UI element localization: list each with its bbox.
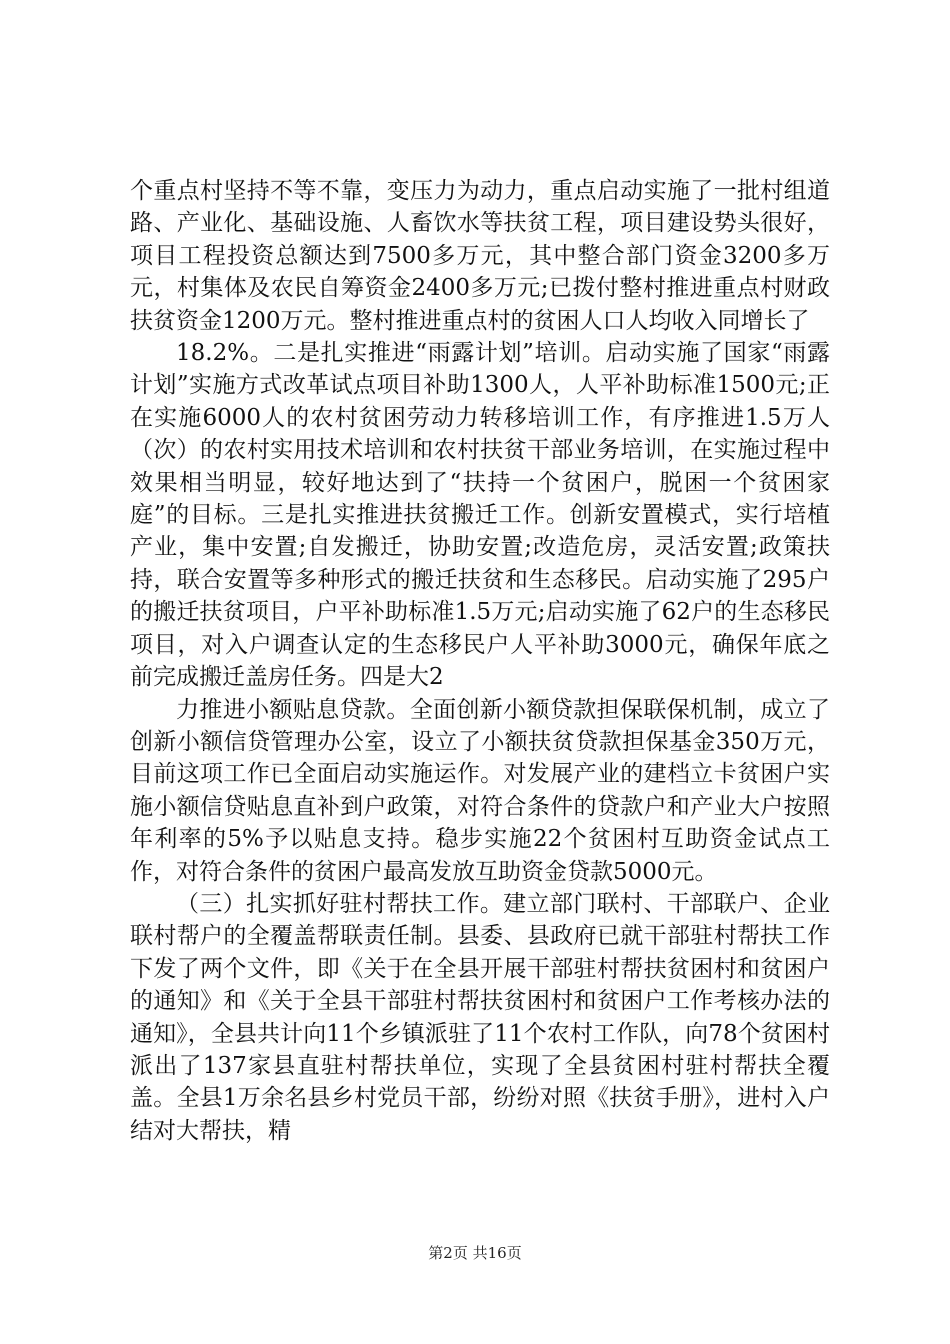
paragraph-4: （三）扎实抓好驻村帮扶工作。建立部门联村、干部联户、企业联村帮户的全覆盖帮联责任制。县委、县政府已就干部驻村帮扶工作下发了两个文件，即《关于在全县开展干部驻村帮扶贫困村和贫困户的通知》和《关于全县干部驻村帮扶贫困村和贫困户工作考核办法的通知》，全县共计向11个乡镇派驻了11个农村工作队，向78个贫困村派出了137家县直驻村帮扶单位，实现了全县贫困村驻村帮扶全覆盖。全县1万余名县乡村党员干部，纷纷对照《扶贫手册》，进村入户结对大帮扶，精 xyxy=(130,890,830,1144)
paragraph-3: 力推进小额贴息贷款。全面创新小额贷款担保联保机制，成立了创新小额信贷管理办公室，设立了小额扶贫贷款担保基金350万元，目前这项工作已全面启动实施运作。对发展产业的建档立卡贫困户实施小额信贷贴息直补到户政策，对符合条件的贷款户和产业大户按照年利率的5%予以贴息支持。稳步实施22个贫困村互助资金试点工作，对符合条件的贫困户最高发放互助资金贷款5000元。 xyxy=(130,696,830,885)
document-body xyxy=(130,175,830,1147)
paragraph-1: 个重点村坚持不等不靠，变压力为动力，重点启动实施了一批村组道路、产业化、基础设施、人畜饮水等扶贫工程，项目建设势头很好，项目工程投资总额达到7500多万元，其中整合部门资金3200多万元，村集体及农民自筹资金2400多万元;已拨付整村推进重点村财政扶贫资金1200万元。整村推进重点村的贫困人口人均收入同增长了 xyxy=(130,178,830,334)
page-footer: 第2页 共16页 xyxy=(428,1244,522,1262)
paragraph-2: 18.2%。二是扎实推进“雨露计划”培训。启动实施了国家“雨露计划”实施方式改革试点项目补助1300人，人平补助标准1500元;正在实施6000人的农村贫困劳动力转移培训工作，有序推进1.5万人（次）的农村实用技术培训和农村扶贫干部业务培训，在实施过程中效果相当明显，较好地达到了“扶持一个贫困户，脱困一个贫困家庭”的目标。三是扎实推进扶贫搬迁工作。创新安置模式，实行培植产业，集中安置;自发搬迁，协助安置;改造危房，灵活安置;政策扶持，联合安置等多种形式的搬迁扶贫和生态移民。启动实施了295户的搬迁扶贫项目，户平补助标准1.5万元;启动实施了62户的生态移民项目，对入户调查认定的生态移民户人平补助3000元，确保年底之前完成搬迁盖房任务。四是大2 xyxy=(130,340,830,691)
